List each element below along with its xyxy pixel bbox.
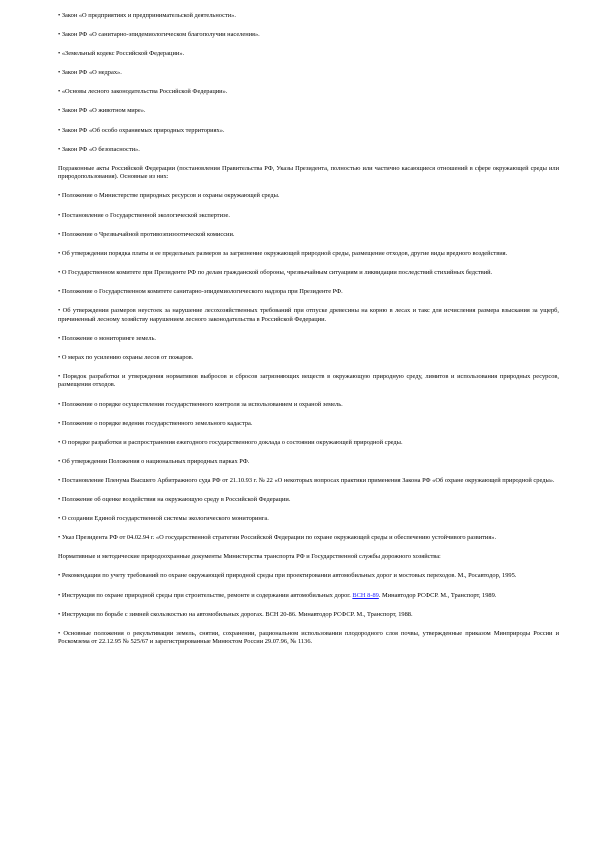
- law-item: • «Основы лесного законодательства Российской Федерации».: [58, 88, 228, 96]
- transport-doc-item: • Основные положения о рекультивации земель, снятии, сохранении, рациональном использовании плодородного слоя почвы, утвержденные приказом Минприроды России и Роскомзема от 22.12.95 № 525/67 и зарегистрированные Минюстом России 29.07.96, № 1136.: [58, 629, 559, 646]
- bylaw-item: • Об утверждении порядка платы и ее предельных размеров за загрязнение окружающей природной среды, размещение отходов, другие виды вредного воздействия.: [58, 249, 508, 257]
- law-item: • Закон «О предприятиях и предпринимательской деятельности».: [58, 12, 236, 19]
- bylaw-item: • Об утверждении размеров неустоек за нарушение лесохозяйственных требований при отпуске древесины на корню в лесах и такс для исчисления размера взыскания за ущерб, причиненный лесному хозяйству нарушением лесного законодательства в Российской Федерации.: [58, 307, 559, 323]
- law-item: • Закон РФ «О животном мире».: [58, 107, 146, 115]
- bylaw-item: • Об утверждении Положения о национальных природных парках РФ.: [58, 457, 250, 465]
- law-item: • «Земельный кодекс Российской Федерации».: [58, 50, 185, 58]
- vsn-8-89-link[interactable]: ВСН 8-89: [352, 591, 379, 599]
- transport-doc-text-after: . Минавтодор РСФСР. М., Транспорт, 1989.: [378, 591, 497, 599]
- transport-doc-item: • Рекомендации по учету требований по охране окружающей природной среды при проектировании автомобильных дорог и мостовых переходов. М., Росавтодор, 1995.: [58, 572, 517, 580]
- bylaw-item: • О создании Единой государственной системы экологического мониторинга.: [58, 515, 269, 523]
- bylaw-item: • О Государственном комитете при Президенте РФ по делам гражданской обороны, чрезвычайным ситуациям и ликвидации последствий стихийных бедствий.: [58, 268, 493, 276]
- bylaw-item: • Положение об оценке воздействия на окружающую среду в Российской Федерации.: [58, 496, 291, 504]
- bylaw-item: • Положение о порядке осуществления государственного контроля за использованием и охраной земель.: [58, 400, 343, 408]
- law-item: • Закон РФ «Об особо охраняемых природных территориях».: [58, 126, 225, 134]
- transport-doc-text-before: • Инструкция по охране природной среды при строительстве, ремонте и содержании автомобильных дорог.: [58, 591, 353, 599]
- transport-doc-item: [58, 592, 559, 601]
- section-intro-bylaws: Подзаконные акты Российской Федерации (постановления Правительства РФ, Указы Президента, полностью или частично касающиеся отношений в сфере окружающей среды или природопользования). Основные из них:: [58, 164, 559, 181]
- bylaw-item: • Положение о порядке ведения государственного земельного кадастра.: [58, 419, 253, 427]
- bylaw-item: • Постановление о Государственной экологической экспертизе.: [58, 211, 230, 219]
- law-item: • Закон РФ «О безопасности».: [58, 145, 140, 153]
- law-item: • Закон РФ «О санитарно-эпидемиологическом благополучии населения».: [58, 31, 260, 39]
- section-intro-transport-docs: Нормативные и методические природоохранные документы Министерства транспорта РФ и Государственной службы дорожного хозяйства:: [58, 553, 441, 561]
- transport-doc-item: • Инструкция по борьбе с зимней скользкостью на автомобильных дорогах. ВСН 20-86. Минавтодор РСФСР. М., Транспорт, 1988.: [58, 610, 413, 618]
- bylaw-item: • Порядок разработки и утверждения нормативов выбросов и сбросов загрязняющих веществ в окружающую природную среду, лимитов и использования природных ресурсов, размещения отходов.: [58, 372, 559, 389]
- law-item: • Закон РФ «О недрах».: [58, 69, 122, 77]
- bylaw-item: • Указ Президента РФ от 04.02.94 г. «О государственной стратегии Российской Федерации по охране окружающей среды и обеспечению устойчивого развития».: [58, 534, 497, 542]
- bylaw-item: • О порядке разработки и распространения ежегодного государственного доклада о состоянии окружающей природной среды.: [58, 438, 403, 446]
- bylaw-item: • Положение о Чрезвычайной противоэпизоотической комиссии.: [58, 230, 235, 238]
- bylaw-item: • Положение о Государственном комитете санитарно-эпидемиологического надзора при Президенте РФ.: [58, 287, 343, 295]
- bylaw-item: • О мерах по усилению охраны лесов от пожаров.: [58, 353, 194, 361]
- bylaw-item: • Положение о мониторинге земель.: [58, 334, 156, 342]
- bylaw-item: • Положение о Министерстве природных ресурсов и охраны окружающей среды.: [58, 192, 280, 200]
- bylaw-item: • Постановление Пленума Высшего Арбитражного суда РФ от 21.10.93 г. № 22 «О некоторых вопросах практики применения Закона РФ «Об охране окружающей природной среды».: [58, 476, 555, 484]
